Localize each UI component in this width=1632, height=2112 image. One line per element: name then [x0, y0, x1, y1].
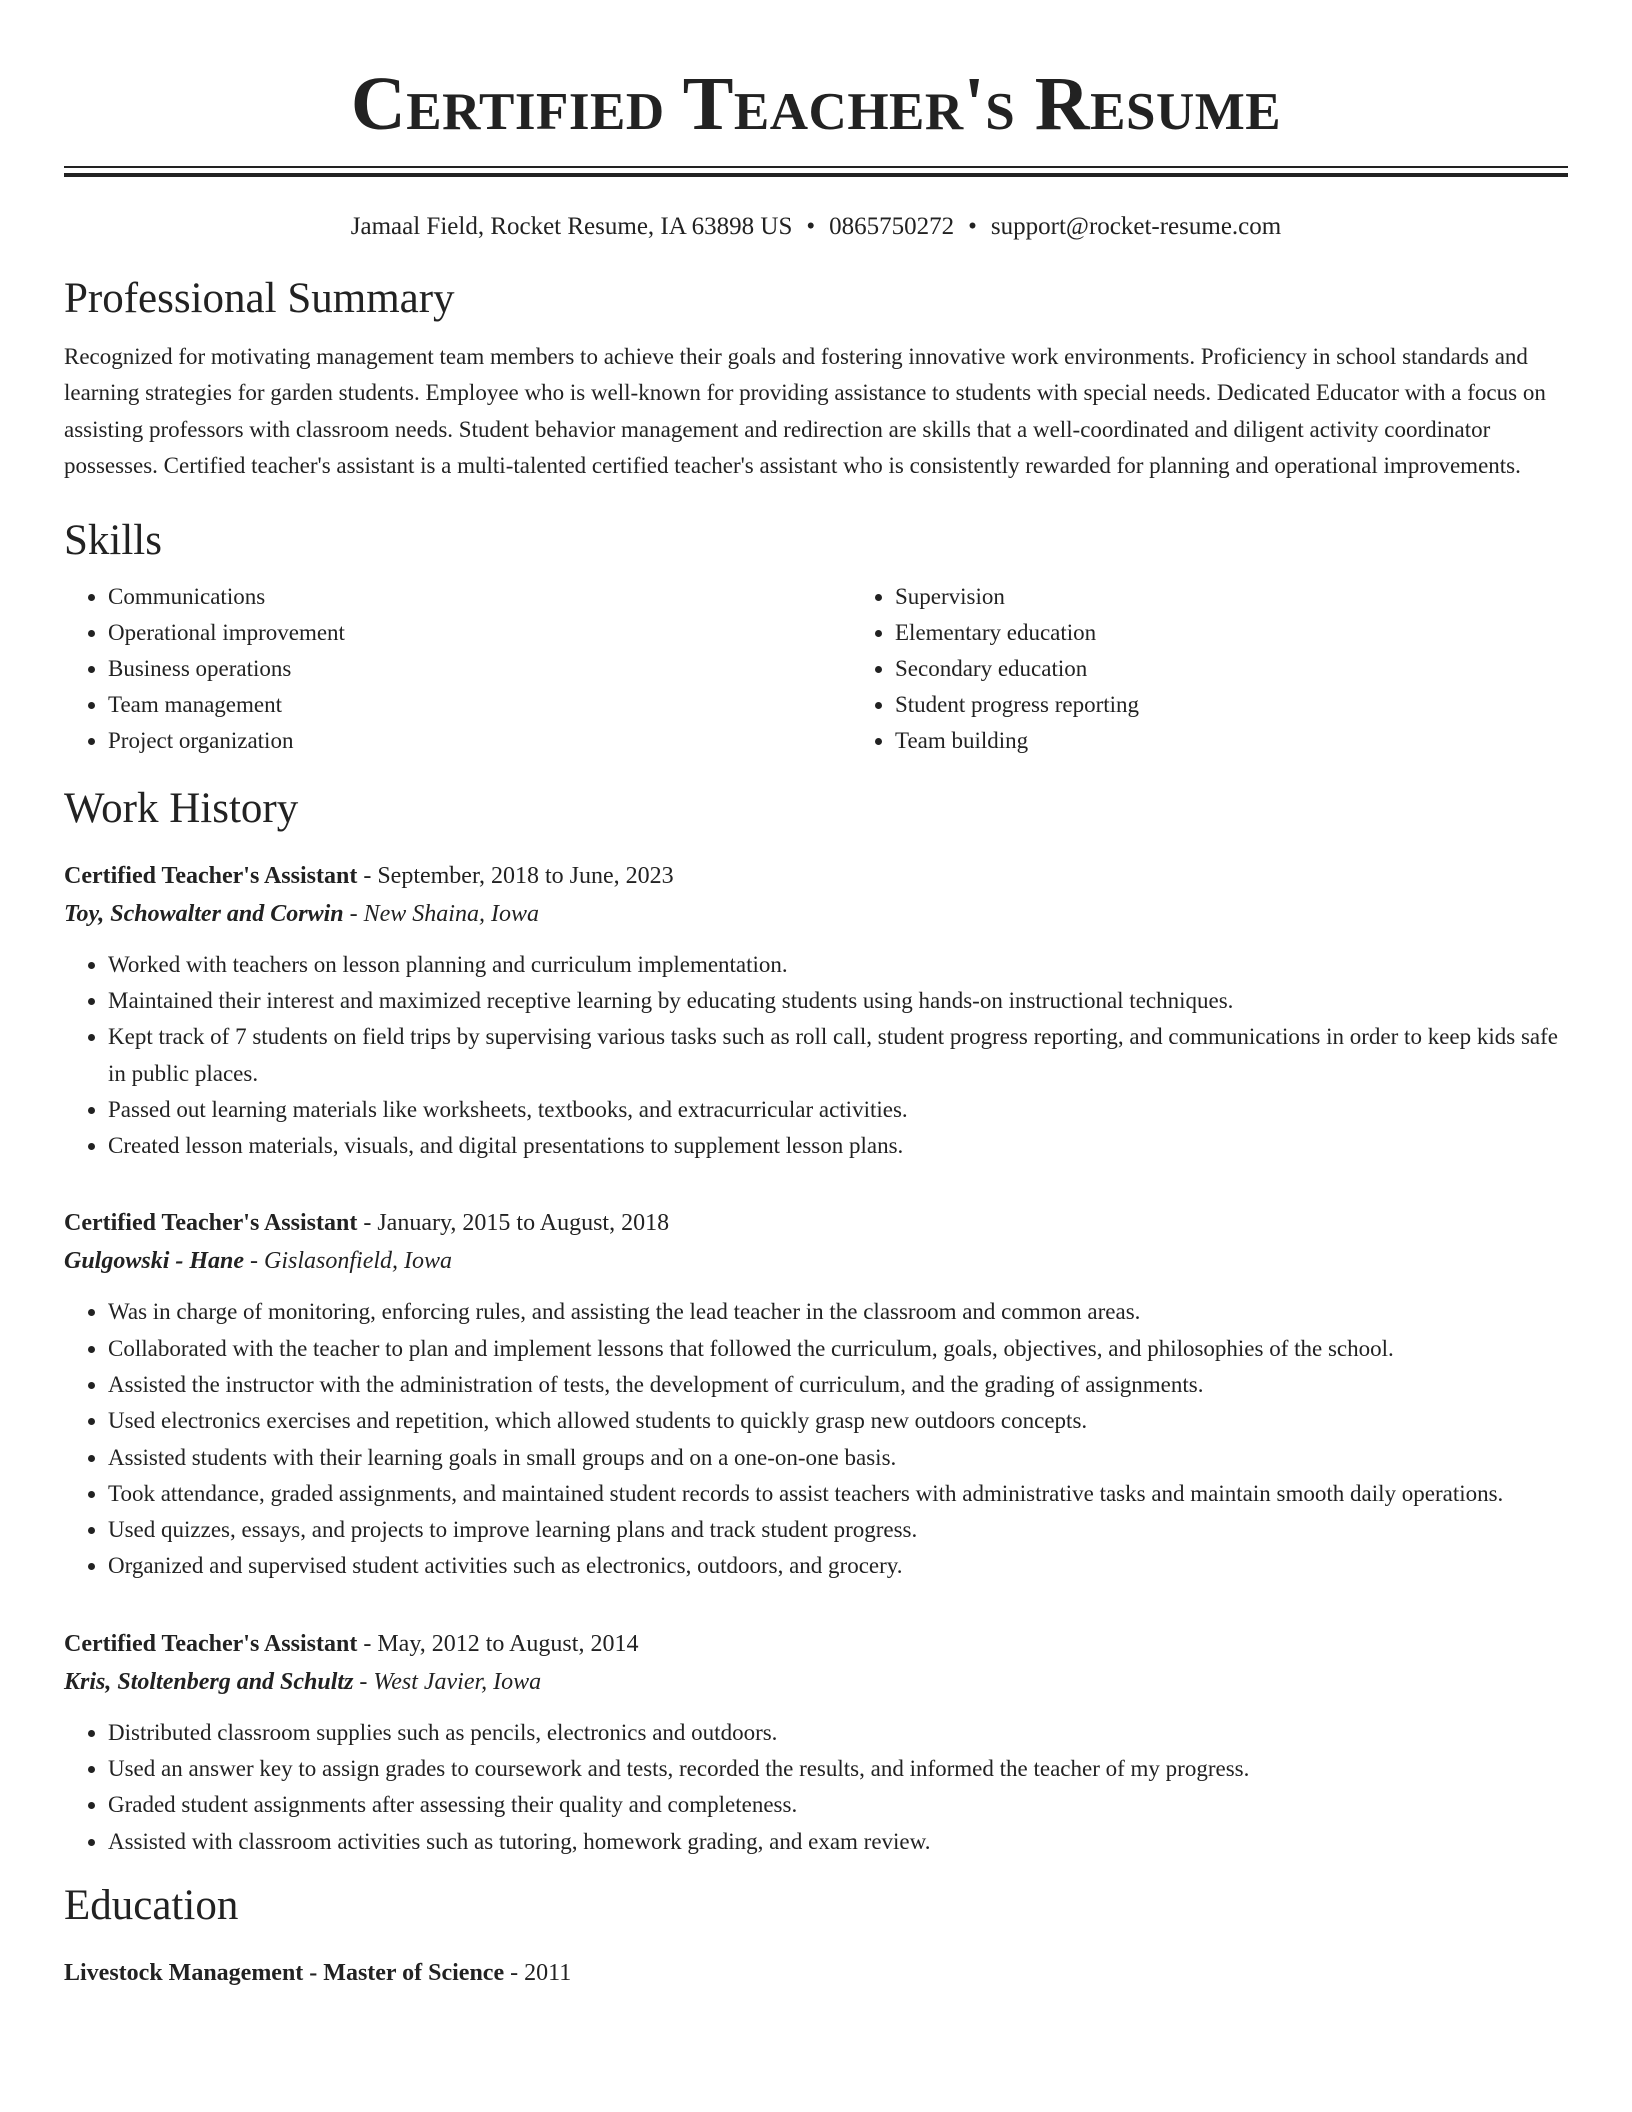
company-name: Gulgowski - Hane [64, 1248, 245, 1275]
job-title-line [64, 1204, 1568, 1242]
job-title-line [64, 857, 1568, 895]
job-bullet: • Organized and supervised student activities such as electronics, outdoors, and grocery. [108, 1548, 1568, 1584]
page-title: Certified Teacher's Resume [350, 62, 1282, 146]
job-bullets [64, 1294, 1568, 1584]
work-history-heading: Work History [64, 784, 299, 832]
job-bullet: • Took attendance, graded assignments, and maintained student records to assist teachers with administrative tasks and maintain smooth daily operations. [108, 1476, 1568, 1512]
skills-list-right [851, 579, 1632, 759]
job-bullet: • Collaborated with the teacher to plan and implement lessons that followed the curriculum, goals, objectives, and philosophies of the school. [108, 1331, 1568, 1367]
contact-email: support@rocket-resume.com [990, 213, 1282, 240]
skill-item: • Supervision [895, 579, 1632, 615]
contact-address: Jamaal Field, Rocket Resume, IA 63898 US [350, 213, 793, 240]
company-location: - West Javier, Iowa [353, 1668, 542, 1695]
title-divider [64, 166, 1568, 177]
company-name: Kris, Stoltenberg and Schultz [64, 1668, 354, 1695]
skill-item: • Team building [895, 723, 1632, 759]
job-dates: - January, 2015 to August, 2018 [357, 1210, 670, 1237]
education-entry [64, 1954, 1568, 1992]
job-dates: - May, 2012 to August, 2014 [357, 1630, 639, 1657]
job-bullet: • Distributed classroom supplies such as pencils, electronics and outdoors. [108, 1715, 1568, 1751]
company-location: - New Shaina, Iowa [343, 900, 539, 927]
summary-heading: Professional Summary [64, 275, 455, 322]
contact-phone: 0865750272 [829, 213, 955, 240]
job-title: Certified Teacher's Assistant [64, 862, 358, 889]
job-entry [64, 1204, 1568, 1584]
skills-columns [64, 579, 1568, 759]
contact-line [64, 211, 1568, 243]
skill-item: • Elementary education [895, 615, 1632, 651]
job-bullets [64, 1715, 1568, 1860]
resume-page [64, 0, 1568, 1992]
job-bullet: • Passed out learning materials like worksheets, textbooks, and extracurricular activities. [108, 1092, 1568, 1128]
contact-separator: • [806, 213, 816, 240]
education-year: - 2011 [504, 1959, 572, 1986]
skills-heading: Skills [64, 516, 162, 564]
education-heading: Education [64, 1881, 239, 1929]
education-degree: Livestock Management - Master of Science [64, 1959, 505, 1986]
job-bullet: • Graded student assignments after assessing their quality and completeness. [108, 1787, 1568, 1823]
skill-item: • Project organization [108, 723, 851, 759]
job-bullet: • Used quizzes, essays, and projects to improve learning plans and track student progress. [108, 1512, 1568, 1548]
job-title-line [64, 1625, 1568, 1663]
job-bullet: • Assisted with classroom activities such as tutoring, homework grading, and exam review. [108, 1824, 1568, 1860]
job-bullet: • Used an answer key to assign grades to coursework and tests, recorded the results, and informed the teacher of my progress. [108, 1751, 1568, 1787]
skill-item: • Secondary education [895, 651, 1632, 687]
job-bullet: • Assisted the instructor with the administration of tests, the development of curriculum, and the grading of assignments. [108, 1367, 1568, 1403]
company-line [64, 1663, 1568, 1701]
company-line [64, 1242, 1568, 1280]
job-entry [64, 1625, 1568, 1860]
job-bullet: • Kept track of 7 students on field trips by supervising various tasks such as roll call, student progress reporting, and communications in order to keep kids safe in public places. [108, 1019, 1568, 1092]
skill-item: • Student progress reporting [895, 687, 1632, 723]
skills-list-left [64, 579, 851, 759]
job-title: Certified Teacher's Assistant [64, 1630, 358, 1657]
job-entry [64, 857, 1568, 1165]
company-name: Toy, Schowalter and Corwin [64, 900, 344, 927]
job-dates: - September, 2018 to June, 2023 [357, 862, 674, 889]
summary-text: Recognized for motivating management team members to achieve their goals and fostering innovative work environments. Proficiency in school standards and learning strategies for garden students. Employee who is well-known for providing assistance to students with special needs. Dedicated Educator with a focus on assisting professors with classroom needs. Student behavior management and redirection are skills that a well-coordinated and diligent activity coordinator possesses. Certified teacher's assistant is a multi-talented certified teacher's assistant who is consistently rewarded for planning and operational improvements. [64, 344, 1546, 479]
job-bullet: • Created lesson materials, visuals, and digital presentations to supplement lesson plans. [108, 1128, 1568, 1164]
job-bullet: • Assisted students with their learning goals in small groups and on a one-on-one basis. [108, 1440, 1568, 1476]
company-line [64, 895, 1568, 933]
job-bullet: • Used electronics exercises and repetition, which allowed students to quickly grasp new outdoors concepts. [108, 1403, 1568, 1439]
skill-item: • Business operations [108, 651, 851, 687]
skill-item: • Operational improvement [108, 615, 851, 651]
job-bullet: • Worked with teachers on lesson planning and curriculum implementation. [108, 947, 1568, 983]
company-location: - Gislasonfield, Iowa [244, 1248, 453, 1275]
contact-separator: • [968, 213, 977, 240]
skill-item: • Team management [108, 687, 851, 723]
job-bullet: • Was in charge of monitoring, enforcing rules, and assisting the lead teacher in the classroom and common areas. [108, 1294, 1568, 1330]
job-title: Certified Teacher's Assistant [64, 1210, 358, 1237]
job-bullets [64, 947, 1568, 1165]
skill-item: • Communications [108, 579, 851, 615]
job-bullet: • Maintained their interest and maximized receptive learning by educating students using hands-on instructional techniques. [108, 983, 1568, 1019]
